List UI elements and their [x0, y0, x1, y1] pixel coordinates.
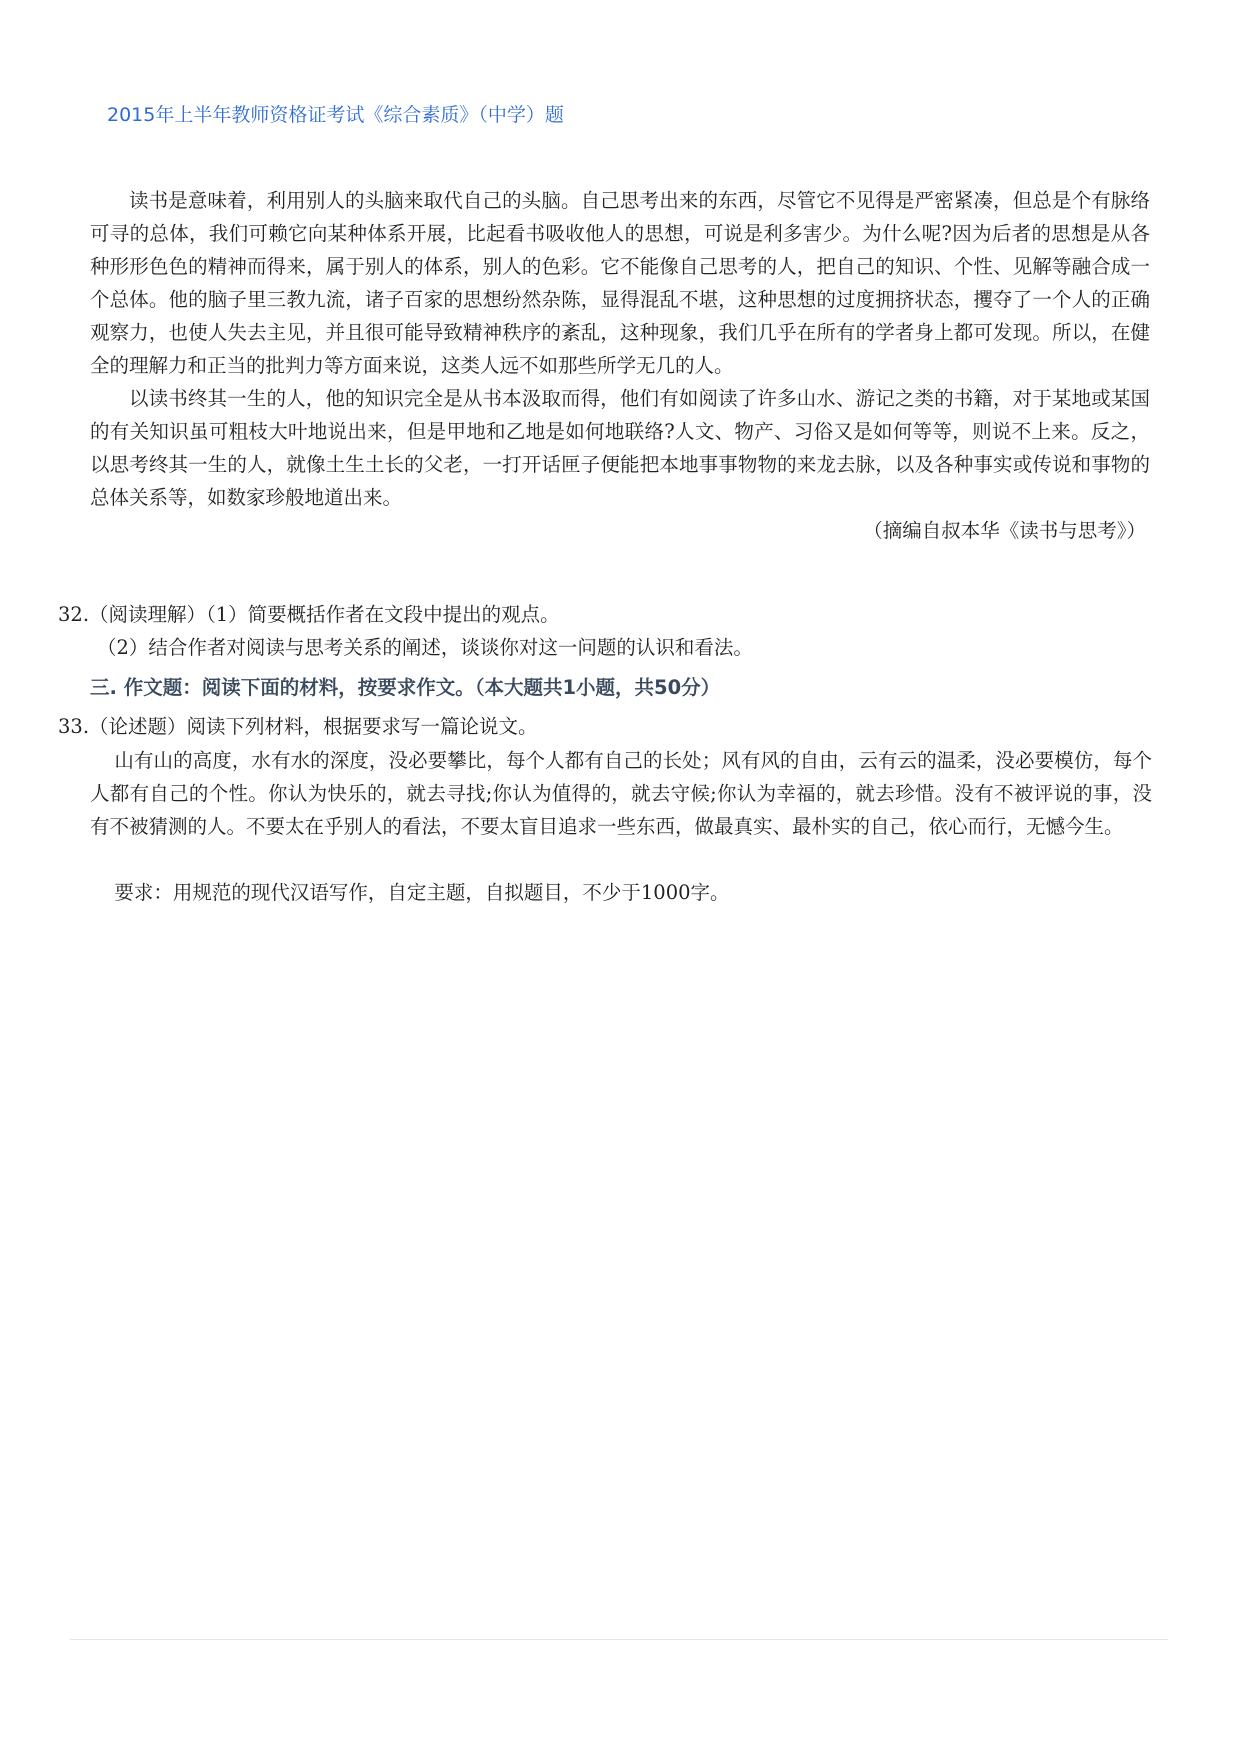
passage-paragraph-1: 读书是意味着，利用别人的头脑来取代自己的头脑。自己思考出来的东西，尽管它不见得是严密紧凑，但总是个有脉络可寻的总体，我们可赖它向某种体系开展，比起看书吸收他人的思想，可说是利多害少。为什么呢?因为后者的思想是从各种形形色色的精神而得来，属于别人的体系，别人的色彩。它不能像自己思考的人，把自己的知识、个性、见解等融合成一个总体。他的脑子里三教九流，诸子百家的思想纷然杂陈，显得混乱不堪，这种思想的过度拥挤状态，攫夺了一个人的正确观察力，也使人失去主见，并且很可能导致精神秩序的紊乱，这种现象，我们几乎在所有的学者身上都可发现。所以，在健全的理解力和正当的批判力等方面来说，这类人远不如那些所学无几的人。 — [90, 189, 1150, 377]
question-32: 32.（阅读理解）（1）简要概括作者在文段中提出的观点。 — [58, 603, 560, 626]
material-paragraph: 山有山的高度，水有水的深度，没必要攀比，每个人都有自己的长处；风有风的自由，云有云的温柔，没必要模仿，每个人都有自己的个性。你认为快乐的，就去寻找;你认为值得的，就去守候;你认为幸福的，就去珍惜。没有不被评说的事，没有不被猜测的人。不要太在乎别人的看法，不要太盲目追求一些东西，做最真实、最朴实的自己，依心而行，无憾今生。 — [90, 749, 1152, 838]
essay-requirement: 要求：用规范的现代汉语写作，自定主题，自拟题目，不少于1000字。 — [114, 881, 730, 904]
passage-source: （摘编自叔本华《读书与思考》） — [863, 519, 1146, 542]
reading-passage — [90, 184, 1150, 547]
passage-paragraph-2: 以读书终其一生的人，他的知识完全是从书本汲取而得，他们有如阅读了许多山水、游记之类的书籍，对于某地或某国的有关知识虽可粗枝大叶地说出来，但是甲地和乙地是如何地联络?人文、物产、习俗又是如何等等，则说不上来。反之，以思考终其一生的人，就像土生土长的父老，一打开话匣子便能把本地事事物物的来龙去脉，以及各种事实或传说和事物的总体关系等，如数家珍般地道出来。 — [90, 387, 1150, 509]
essay-material — [90, 744, 1152, 843]
footer-divider — [70, 1639, 1168, 1640]
section-3-heading: 三. 作文题：阅读下面的材料，按要求作文。（本大题共1小题，共50分） — [90, 676, 721, 699]
question-32-part-2: （2）结合作者对阅读与思考关系的阐述，谈谈你对这一问题的认识和看法。 — [97, 636, 753, 659]
page-title: 2015年上半年教师资格证考试《综合素质》（中学）题 — [107, 104, 564, 126]
question-33: 33.（论述题）阅读下列材料，根据要求写一篇论说文。 — [58, 715, 538, 738]
